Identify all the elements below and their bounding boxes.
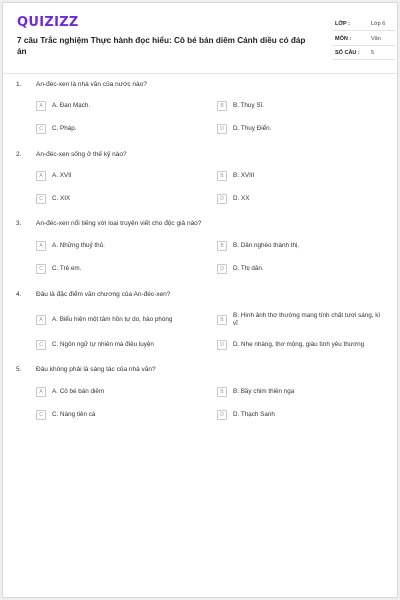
info-divider — [333, 45, 395, 46]
option-text: D. Nhẹ nhàng, thơ mộng, giàu tình yêu thương — [233, 341, 365, 348]
question-text: An-đéc-xen sống ở thế kỷ nào? — [36, 151, 127, 158]
question-text: An-đéc-xen nổi tiếng với loại truyện viết cho độc giả nào? — [36, 220, 202, 227]
question-number: 4. — [16, 291, 22, 298]
option-text: D. Thị dân. — [233, 265, 264, 272]
option-letter-box[interactable]: B — [217, 315, 227, 325]
grade-label: LỚP : — [335, 21, 350, 27]
option-letter-box[interactable]: A — [36, 101, 46, 111]
option-letter-box[interactable]: A — [36, 315, 46, 325]
option-letter-box[interactable]: C — [36, 340, 46, 350]
subject-value: Văn — [371, 36, 381, 42]
question-text: An-đéc-xen là nhà văn của nước nào? — [36, 81, 147, 88]
option-letter-box[interactable]: D — [217, 340, 227, 350]
question-number: 1. — [16, 81, 22, 88]
quizizz-logo[interactable]: QUIZIZZ — [17, 15, 79, 30]
option-text: C. Pháp. — [52, 125, 77, 132]
question-text: Đâu không phải là sáng tác của nhà văn? — [36, 366, 156, 373]
option-letter-box[interactable]: D — [217, 410, 227, 420]
worksheet-header — [15, 13, 389, 71]
option-text: C. Trẻ em. — [52, 265, 82, 272]
option-text: D. XX — [233, 195, 250, 202]
option-text: B. XVIII — [233, 172, 255, 179]
option-letter-box[interactable]: D — [217, 194, 227, 204]
question-count-label: SỐ CÂU : — [335, 50, 360, 56]
option-text: D. Thuỵ Điển. — [233, 125, 272, 132]
option-text: A. XVII — [52, 172, 72, 179]
option-letter-box[interactable]: B — [217, 241, 227, 251]
info-divider — [333, 30, 395, 31]
option-text: A. Đan Mạch. — [52, 102, 91, 109]
option-text: C. Nàng tiên cá — [52, 411, 96, 418]
option-letter-box[interactable]: B — [217, 387, 227, 397]
question-number: 5. — [16, 366, 22, 373]
option-text: B. Bầy chim thiên nga — [233, 388, 295, 395]
worksheet-title: 7 câu Trắc nghiệm Thực hành đọc hiểu: Cô bé bán diêm Cánh diều có đáp án — [17, 36, 306, 56]
question-number: 3. — [16, 220, 22, 227]
option-text: A. Cô bé bán diêm — [52, 388, 105, 395]
option-text: A. Những thuỷ thủ. — [52, 242, 105, 249]
subject-label: MÔN : — [335, 36, 352, 42]
option-letter-box[interactable]: A — [36, 387, 46, 397]
option-letter-box[interactable]: B — [217, 101, 227, 111]
option-text: A. Biểu hiện một tâm hồn tự do, hào phóng — [52, 316, 173, 323]
option-text: B. Dân nghèo thành thị. — [233, 242, 300, 249]
worksheet-page — [2, 2, 398, 598]
option-text: C. XIX — [52, 195, 71, 202]
option-letter-box[interactable]: D — [217, 124, 227, 134]
option-letter-box[interactable]: C — [36, 124, 46, 134]
option-text: B. Thuỵ Sĩ. — [233, 102, 265, 109]
option-letter-box[interactable]: C — [36, 410, 46, 420]
grade-value: Lớp 6 — [371, 21, 386, 27]
header-divider — [3, 73, 399, 74]
option-letter-box[interactable]: C — [36, 264, 46, 274]
question-text: Đâu là đặc điểm văn chương của An-đéc-xen? — [36, 291, 171, 298]
option-text: B. Hình ảnh thơ thường mang tính chất tươi sáng, kì vĩ — [233, 312, 381, 327]
question-count-value: 5 — [371, 50, 375, 56]
option-letter-box[interactable]: A — [36, 171, 46, 181]
option-letter-box[interactable]: B — [217, 171, 227, 181]
option-text: C. Ngôn ngữ tự nhiên mà điêu luyện — [52, 341, 154, 348]
question-number: 2. — [16, 151, 22, 158]
info-divider — [333, 59, 395, 60]
option-letter-box[interactable]: D — [217, 264, 227, 274]
option-letter-box[interactable]: A — [36, 241, 46, 251]
option-text: D. Thạch Sanh — [233, 411, 275, 418]
option-letter-box[interactable]: C — [36, 194, 46, 204]
